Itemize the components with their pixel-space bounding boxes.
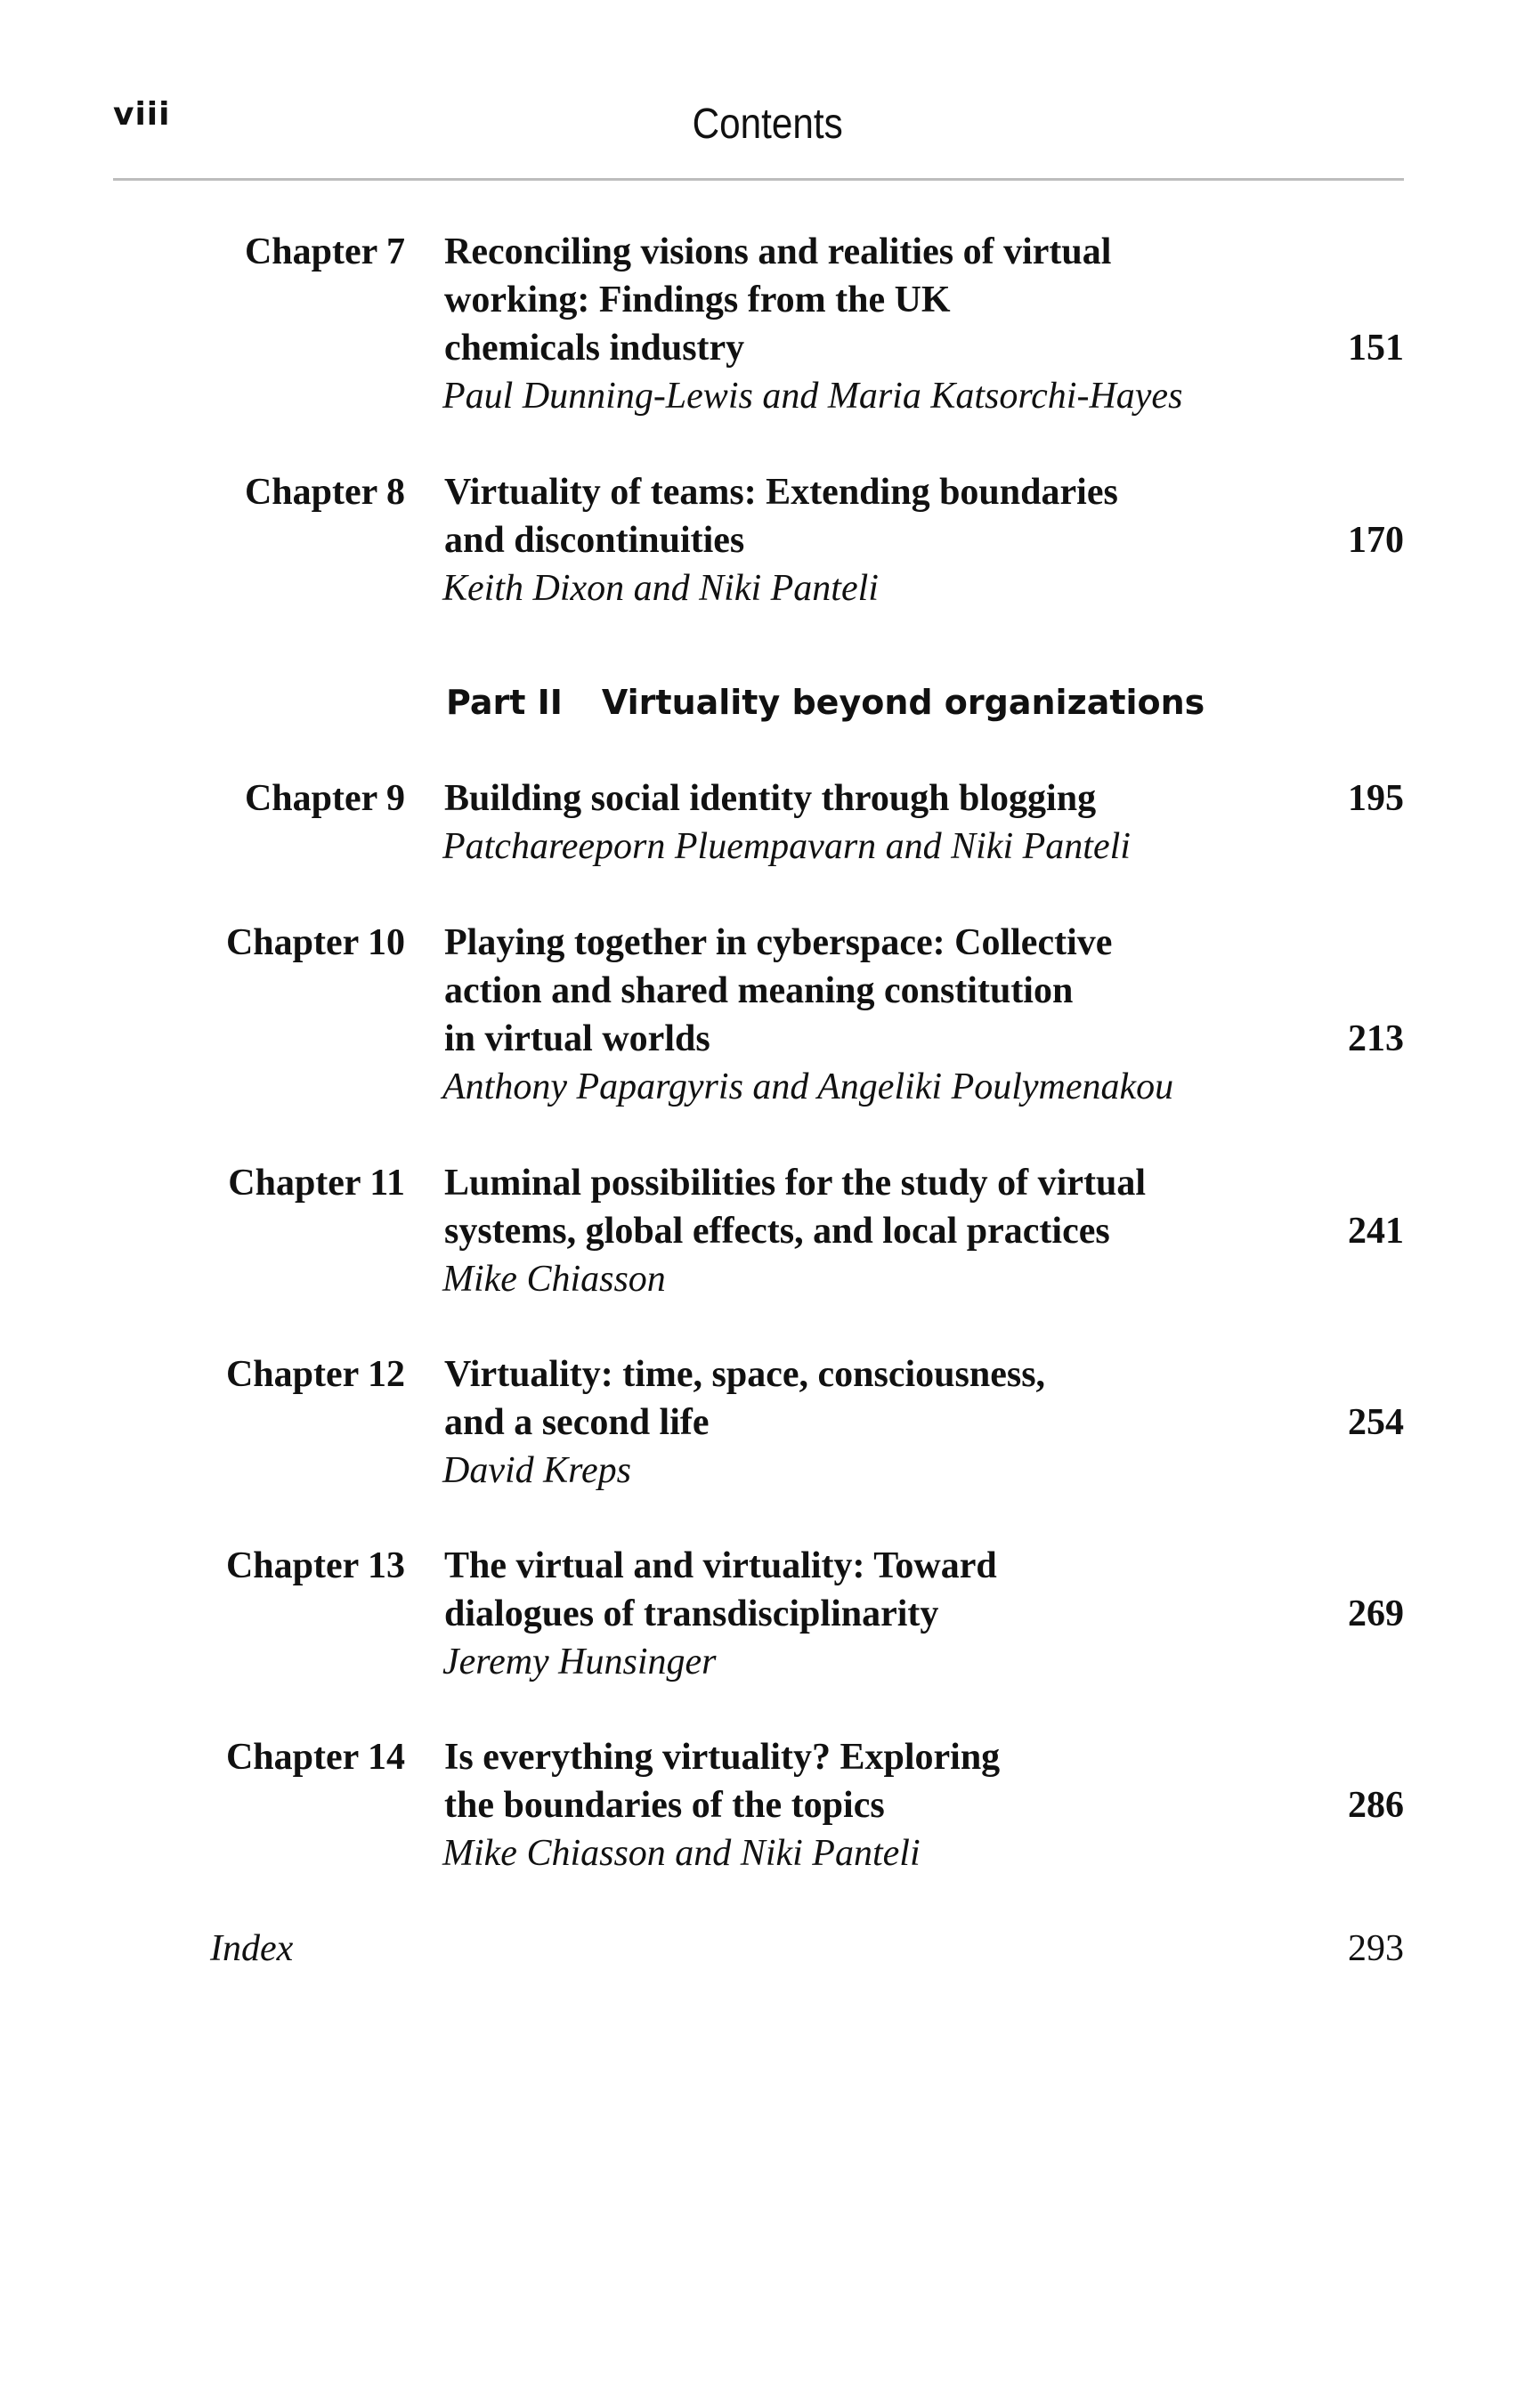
chapter-title-line: The virtual and virtuality: Toward bbox=[444, 1545, 997, 1586]
chapter-authors: Keith Dixon and Niki Panteli bbox=[442, 568, 879, 609]
chapter-authors: Patchareeporn Pluempavarn and Niki Panteli bbox=[442, 826, 1131, 867]
chapter-label: Chapter 10 bbox=[225, 922, 405, 963]
chapter-title-line: Building social identity through blogging bbox=[444, 778, 1097, 819]
chapter-authors: Mike Chiasson and Niki Panteli bbox=[442, 1833, 921, 1874]
running-head-title: Contents bbox=[692, 101, 843, 148]
chapter-title-line: chemicals industry bbox=[444, 328, 745, 369]
index-label: Index bbox=[210, 1928, 294, 1969]
chapter-label: Chapter 8 bbox=[244, 472, 405, 513]
part-heading bbox=[446, 678, 1205, 726]
chapter-page-number: 151 bbox=[1348, 328, 1404, 369]
chapter-title-line: the boundaries of the topics bbox=[444, 1785, 885, 1826]
chapter-label: Chapter 12 bbox=[225, 1354, 405, 1395]
chapter-page-number: 195 bbox=[1348, 778, 1404, 819]
chapter-page-number: 213 bbox=[1348, 1018, 1404, 1059]
chapter-label: Chapter 7 bbox=[244, 231, 405, 272]
chapter-authors: Jeremy Hunsinger bbox=[442, 1642, 717, 1682]
chapter-title-line: dialogues of transdisciplinarity bbox=[444, 1593, 939, 1634]
chapter-authors: Paul Dunning-Lewis and Maria Katsorchi-Hayes bbox=[442, 376, 1183, 417]
chapter-label: Chapter 9 bbox=[244, 778, 405, 819]
chapter-authors: David Kreps bbox=[442, 1450, 631, 1491]
page-number-folio: viii bbox=[113, 96, 171, 133]
chapter-label: Chapter 11 bbox=[228, 1163, 405, 1204]
chapter-authors: Mike Chiasson bbox=[442, 1259, 666, 1300]
chapter-label: Chapter 14 bbox=[225, 1737, 405, 1778]
chapter-page-number: 254 bbox=[1348, 1402, 1404, 1443]
chapter-title-line: Is everything virtuality? Exploring bbox=[444, 1737, 1001, 1778]
chapter-title-line: systems, global effects, and local practices bbox=[444, 1211, 1110, 1252]
header-rule bbox=[113, 178, 1404, 181]
chapter-label: Chapter 13 bbox=[225, 1545, 405, 1586]
chapter-title-line: working: Findings from the UK bbox=[444, 280, 951, 320]
chapter-page-number: 286 bbox=[1348, 1785, 1404, 1826]
part-title: Virtuality beyond organizations bbox=[601, 683, 1205, 722]
chapter-page-number: 170 bbox=[1348, 520, 1404, 561]
chapter-title-line: Virtuality: time, space, consciousness, bbox=[444, 1354, 1046, 1395]
chapter-title-line: in virtual worlds bbox=[444, 1018, 710, 1059]
chapter-authors: Anthony Papargyris and Angeliki Poulymenakou bbox=[442, 1066, 1174, 1107]
chapter-page-number: 241 bbox=[1348, 1211, 1404, 1252]
chapter-title-line: Luminal possibilities for the study of virtual bbox=[444, 1163, 1146, 1204]
chapter-title-line: Virtuality of teams: Extending boundaries bbox=[444, 472, 1118, 513]
index-page-number: 293 bbox=[1348, 1928, 1404, 1969]
part-label: Part II bbox=[446, 683, 563, 722]
chapter-title-line: and discontinuities bbox=[444, 520, 745, 561]
chapter-title-line: Playing together in cyberspace: Collective bbox=[444, 922, 1113, 963]
chapter-title-line: Reconciling visions and realities of virtual bbox=[444, 231, 1112, 272]
chapter-title-line: and a second life bbox=[444, 1402, 710, 1443]
chapter-page-number: 269 bbox=[1348, 1593, 1404, 1634]
chapter-title-line: action and shared meaning constitution bbox=[444, 970, 1074, 1011]
